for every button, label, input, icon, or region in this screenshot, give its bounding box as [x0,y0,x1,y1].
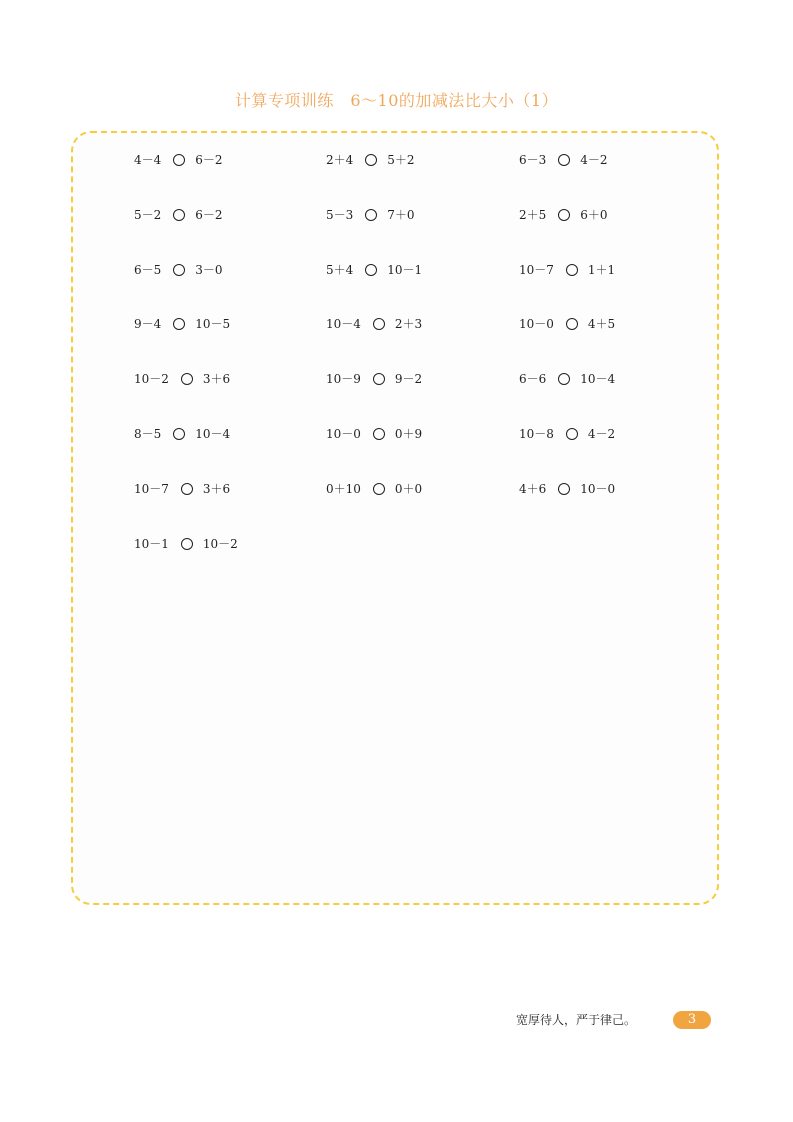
right-expression: 10－4 [195,427,231,441]
right-expression: 6＋0 [580,207,608,222]
right-expression: 1＋1 [587,262,616,277]
answer-circle[interactable] [558,209,570,221]
answer-circle[interactable] [173,428,185,440]
answer-circle[interactable] [181,373,193,385]
comparison-problem [326,260,422,280]
answer-circle[interactable] [558,154,570,166]
left-expression: 10－8 [519,427,554,441]
page-number-badge: 3 [673,1011,711,1029]
answer-circle[interactable] [558,483,570,495]
answer-circle[interactable] [173,264,185,276]
answer-circle[interactable] [173,209,185,221]
left-expression: 10－9 [326,372,361,387]
answer-circle[interactable] [173,154,185,166]
comparison-problem [519,205,608,225]
left-expression: 10－7 [134,481,169,496]
comparison-problem [134,424,230,444]
right-expression: 4－2 [580,153,608,167]
comparison-problem [326,314,422,334]
footer-motto: 宽厚待人，严于律己。 [516,1013,637,1027]
right-expression: 6－2 [195,153,223,167]
right-expression: 10－0 [580,481,616,496]
comparison-problem [134,205,223,225]
comparison-problem [519,424,615,444]
left-expression: 5－2 [134,207,162,222]
right-expression: 0＋0 [394,481,423,496]
right-expression: 4＋5 [587,317,616,332]
answer-circle[interactable] [373,318,385,330]
comparison-problem [326,205,415,225]
left-expression: 10－0 [326,427,361,441]
answer-circle[interactable] [173,318,185,330]
comparison-problem [134,150,223,170]
left-expression: 6－5 [134,262,162,277]
left-expression: 4－4 [134,153,162,167]
left-expression: 10－0 [519,317,554,332]
answer-circle[interactable] [373,428,385,440]
comparison-problem [134,479,230,499]
comparison-problem [519,260,615,280]
comparison-problem [519,369,615,389]
right-expression: 6－2 [195,207,223,222]
right-expression: 2＋3 [394,317,423,332]
comparison-problem [326,150,415,170]
comparison-problem [134,260,223,280]
right-expression: 9－2 [394,372,423,387]
left-expression: 2＋5 [519,207,547,222]
right-expression: 3＋6 [202,372,231,387]
worksheet-frame [71,131,719,905]
page-title: 计算专项训练 6～10的加减法比大小（1） [234,91,559,110]
left-expression: 10－1 [134,536,169,551]
left-expression: 10－4 [326,317,361,332]
right-expression: 5＋2 [387,153,415,167]
right-expression: 10－1 [387,262,423,277]
comparison-problem [134,369,230,389]
answer-circle[interactable] [373,483,385,495]
left-expression: 5＋4 [326,262,354,277]
right-expression: 3－0 [195,262,223,277]
right-expression: 10－2 [202,536,238,551]
answer-circle[interactable] [566,318,578,330]
left-expression: 5－3 [326,207,354,222]
comparison-problem [519,314,615,334]
answer-circle[interactable] [365,264,377,276]
left-expression: 9－4 [134,317,162,332]
comparison-problem [326,369,422,389]
left-expression: 4＋6 [519,481,547,496]
left-expression: 2＋4 [326,153,354,167]
right-expression: 10－4 [580,372,616,387]
left-expression: 6－3 [519,153,547,167]
answer-circle[interactable] [373,373,385,385]
left-expression: 0＋10 [326,481,361,496]
left-expression: 6－6 [519,372,547,387]
left-expression: 10－2 [134,372,169,387]
right-expression: 0＋9 [394,427,423,441]
answer-circle[interactable] [566,428,578,440]
right-expression: 10－5 [195,317,231,332]
answer-circle[interactable] [558,373,570,385]
comparison-problem [326,424,422,444]
left-expression: 8－5 [134,427,162,441]
right-expression: 4－2 [587,427,616,441]
comparison-problem [134,314,230,334]
comparison-problem [519,479,615,499]
answer-circle[interactable] [365,154,377,166]
left-expression: 10－7 [519,262,554,277]
right-expression: 7＋0 [387,207,415,222]
answer-circle[interactable] [181,483,193,495]
answer-circle[interactable] [365,209,377,221]
answer-circle[interactable] [181,538,193,550]
comparison-problem [326,479,422,499]
right-expression: 3＋6 [202,481,231,496]
comparison-problem [519,150,608,170]
comparison-problem [134,534,238,554]
answer-circle[interactable] [566,264,578,276]
